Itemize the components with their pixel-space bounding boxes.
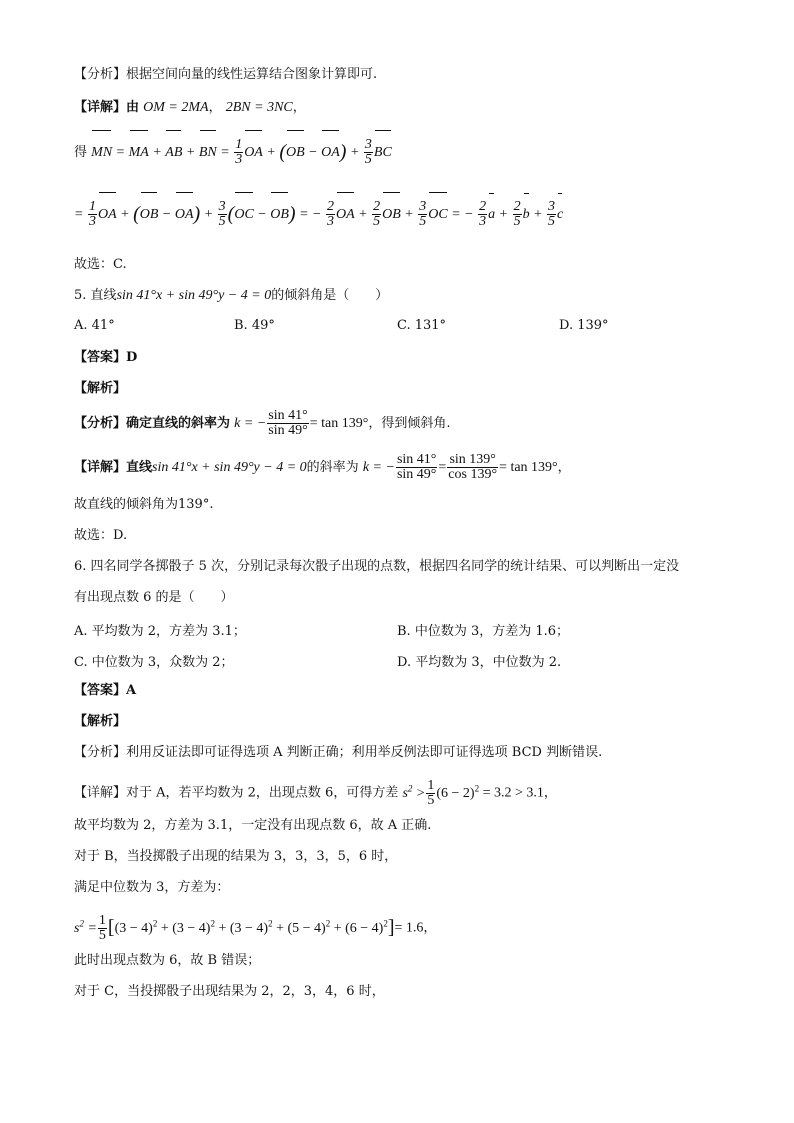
q5-option-b: B. 49° xyxy=(234,318,275,333)
detail-text: 【详解】直线 xyxy=(74,460,153,475)
vector-equation-1 xyxy=(74,132,392,173)
detail-label: 【详解】由 xyxy=(74,100,140,115)
q5-analysis: 【分析】确定直线的斜率为 k = − $\frac{\sin 41^\circ}{\sin 49^\circ}$ = tan 139°，得到倾斜角. xyxy=(74,408,451,438)
separator: ， xyxy=(557,460,571,475)
q6-option-b: B. 中位数为 3，方差为 1.6； xyxy=(397,624,570,639)
q6-line-b2: 满足中位数为 3，方差为： xyxy=(74,880,230,895)
q6-option-a: A. 平均数为 2，方差为 3.1； xyxy=(74,624,246,639)
separator: ， xyxy=(543,785,557,801)
fraction: $\frac{3}{5}$ xyxy=(364,137,372,168)
fraction: $\frac{\sin 41^\circ}{\sin 49^\circ}$ xyxy=(268,408,308,438)
q5-answer: 【答案】D xyxy=(74,350,138,365)
q5-conclusion: 故直线的倾斜角为139°. xyxy=(74,497,214,512)
separator: ， xyxy=(208,100,222,115)
q5-option-a: A. 41° xyxy=(74,318,115,333)
variance-formula: $s^2$ = $\frac{1}{5}$ $[(3 - 4)^2 + (3 - 4)^2 + (3 - 4)^2 + (5 - 4)^2 + (6 - 4)^2]= 1.6$， xyxy=(74,912,437,943)
question-number: 5. xyxy=(74,288,87,303)
detail-text: 【详解】对于 A，若平均数为 2，出现点数 6，可得方差 xyxy=(74,785,399,801)
condition-bn: 2BN = 3NC xyxy=(225,100,293,115)
condition-om: OM = 2MA xyxy=(143,100,209,115)
detail-line xyxy=(74,99,306,117)
question-text: 直线 xyxy=(90,288,117,303)
q5-option-c: C. 131° xyxy=(397,318,447,333)
analysis-line xyxy=(74,66,377,84)
q6-analysis: 【分析】利用反证法即可证得选项 A 判断正确；利用举反例法即可证得选项 BCD 判断错误. xyxy=(74,745,603,760)
choose-text: 故选：C. xyxy=(74,257,127,272)
fraction: $\frac{1}{3}$ xyxy=(235,137,243,168)
q6-line-b1: 对于 B，当投掷骰子出现的结果为 3，3，3，5，6 时， xyxy=(74,849,398,864)
line-equation: sin 41°x + sin 49°y − 4 = 0 xyxy=(116,288,272,303)
q5-option-d: D. 139° xyxy=(559,318,609,333)
q5-jiexi: 【解析】 xyxy=(74,381,127,396)
analysis-text: 【分析】根据空间向量的线性运算结合图象计算即可. xyxy=(74,67,378,82)
line-equation: sin 41°x + sin 49°y − 4 = 0 xyxy=(152,460,307,475)
question-6-line2: 有出现点数 6 的是（ ） xyxy=(74,590,234,605)
question-5 xyxy=(74,287,388,305)
analysis-text: 【分析】确定直线的斜率为 xyxy=(74,416,231,431)
de-text: 得 xyxy=(74,145,88,160)
q5-choose: 故选：D. xyxy=(74,528,128,543)
q6-option-d: D. 平均数为 3，中位数为 2. xyxy=(397,655,562,670)
q6-answer: 【答案】A xyxy=(74,683,137,698)
q6-jiexi: 【解析】 xyxy=(74,714,127,729)
q6-option-c: C. 中位数为 3，众数为 2； xyxy=(74,655,234,670)
question-text: 的倾斜角是（ ） xyxy=(271,288,389,303)
separator: ， xyxy=(292,100,306,115)
analysis-text: ，得到倾斜角. xyxy=(368,416,451,431)
vector-expression: MN = MA + AB + BN = $\frac{1}{3}$ OA + (OB − OA) + $\frac{3}{5}$ BC xyxy=(91,145,392,160)
q6-detail: 【详解】对于 A，若平均数为 2，出现点数 6，可得方差 $s^2$ > $\frac{1}{5}$ $(6 - 2)^2 = 3.2 > 3.1$， xyxy=(74,777,557,808)
detail-text: 的斜率为 xyxy=(306,460,359,475)
vector-equation-2 xyxy=(74,194,563,235)
vector-expression: = $\frac{1}{3}$ OA + (OB − OA) + $\frac{3}{5}$ (OC − OB) = − $\frac{2}{3}$ OA + $\frac{2}{5}$ OB + $\frac{3}{5}$ OC = − $\frac{2}{3}$ a + $\frac{2}{5}$ b + $\frac{3}{5}$ c xyxy=(74,207,563,222)
q5-detail: 【详解】直线sin 41°x + sin 49°y − 4 = 0的斜率为 k = − $\frac{\sin 41^\circ}{\sin 49^\circ}$ = $\frac{\sin 139^\circ}{\cos 139^\circ}$ = tan 139°， xyxy=(74,452,571,482)
q6-line-c1: 对于 C，当投掷骰子出现结果为 2，2，3，4，6 时， xyxy=(74,984,385,999)
question-6-line1: 6. 四名同学各掷骰子 5 次，分别记录每次骰子出现的点数，根据四名同学的统计结果、可以判断出一定没 xyxy=(74,559,680,574)
q6-line-b4: 此时出现点数为 6，故 B 错误； xyxy=(74,953,261,968)
choose-line xyxy=(74,256,127,274)
q6-line-a2: 故平均数为 2，方差为 3.1，一定没有出现点数 6，故 A 正确. xyxy=(74,818,432,833)
